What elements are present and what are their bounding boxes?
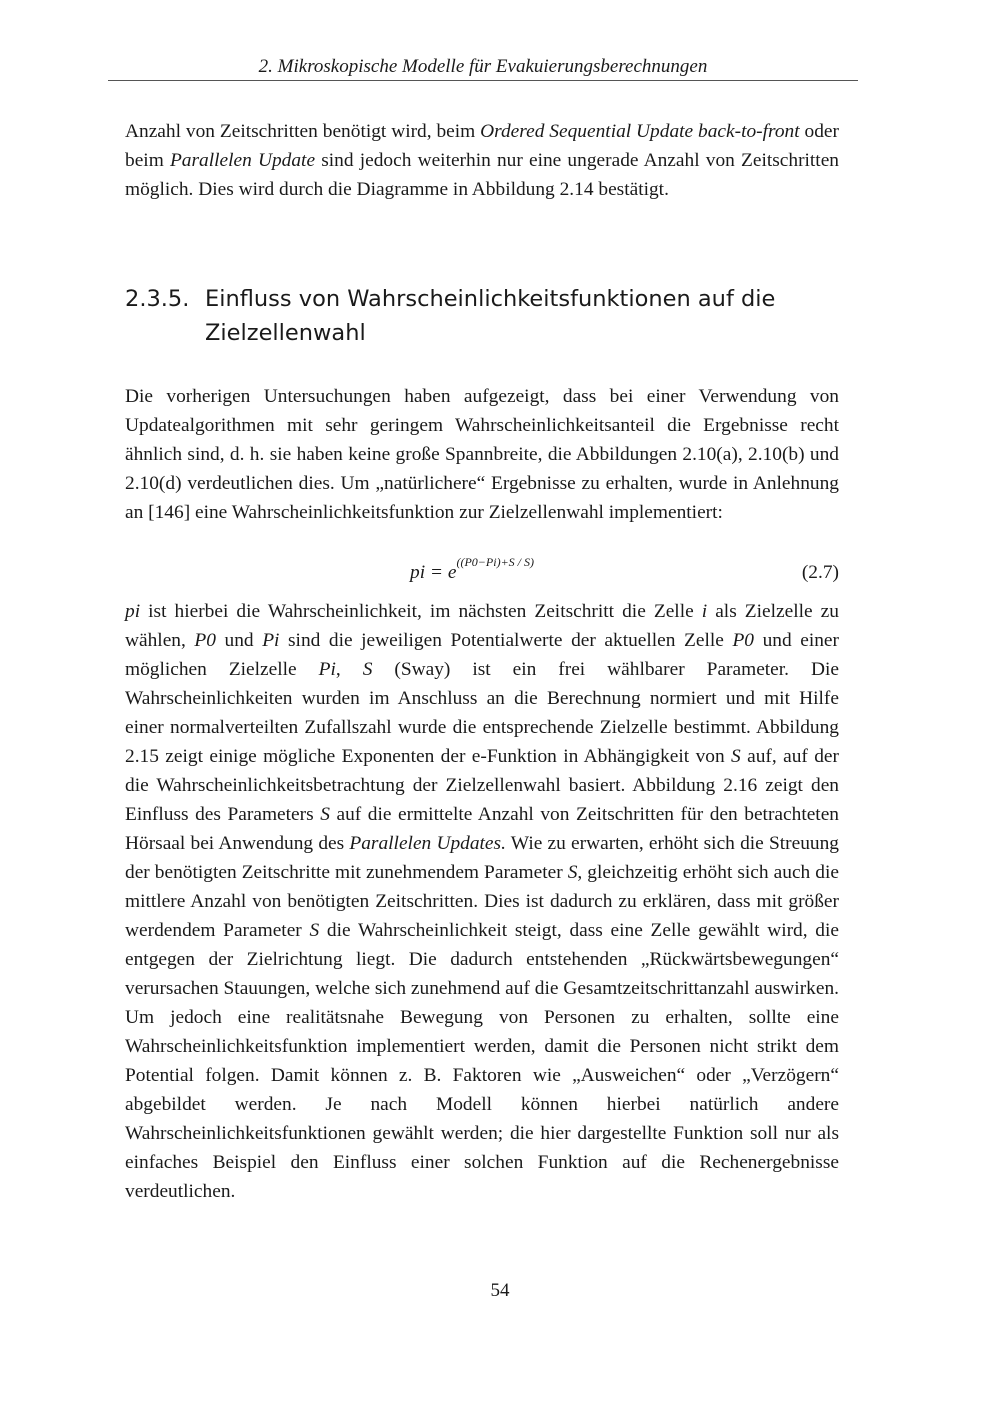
var-s: S [320, 804, 330, 825]
intro-italic-1: Ordered Sequential Update back-to-front [480, 121, 800, 142]
p2-text: und einer möglichen Zielzelle [125, 630, 839, 680]
intro-italic-2: Parallelen Update [169, 150, 316, 171]
equation-formula [410, 555, 534, 584]
p2-text: , gleichzeitig erhöht sich auch die mittlere Anzahl von benötigten Zeitschritten. Dies ist dadurch zu erklären, dass mit größer werdendem Parameter [125, 862, 839, 941]
var-s: S [362, 659, 373, 680]
intro-text-3: sind jedoch weiterhin nur eine ungerade Anzahl von Zeitschritten möglich. Dies wird durch die Diagramme in Abbildung 2.14 bestätigt. [125, 150, 839, 200]
p2-text: , [335, 659, 363, 680]
running-header: 2. Mikroskopische Modelle für Evakuierungsberechnungen [108, 56, 858, 81]
var-i: i [701, 601, 708, 622]
p2-text: sind die jeweiligen Potentialwerte der aktuellen Zelle [279, 630, 733, 651]
equation-number: (2.7) [801, 562, 839, 583]
equation-exponent: ((P0−Pi)+S / S) [456, 555, 534, 569]
var-pi-cap: Pi [262, 630, 280, 651]
page-number: 54 [490, 1280, 510, 1301]
var-pi-cap: Pi [318, 659, 336, 680]
equation-2-7 [125, 556, 839, 592]
intro-paragraph [125, 117, 839, 204]
paragraph-1: Die vorherigen Untersuchungen haben aufgezeigt, dass bei einer Verwendung von Updatealgorithmen mit sehr geringem Wahrscheinlichkeitsanteil die Ergebnisse recht ähnlich sind, d. h. sie haben keine große Spannbreite, die Abbildungen 2.10(a), 2.10(b) und 2.10(d) verdeutlichen dies. Um „natürlichere“ Ergebnisse zu erhalten, wurde in Anlehnung an [146] eine Wahrscheinlichkeitsfunktion zur Zielzellenwahl implementiert: [125, 386, 839, 523]
section-title: Einfluss von Wahrscheinlichkeitsfunktionen auf die Zielzellenwahl [205, 286, 776, 346]
var-p0: P0 [194, 630, 216, 651]
p2-text: und [215, 630, 263, 651]
intro-text-2: oder beim [125, 121, 839, 171]
section-number: 2.3.5. [125, 286, 190, 312]
p2-text: auf, auf der die Wahrscheinlichkeitsbetrachtung der Zielzellenwahl basiert. Abbildung 2.16 zeigt den Einfluss des Parameters [125, 746, 839, 825]
italic-parallel-updates: Parallelen Updates. [349, 833, 506, 854]
var-s: S [309, 920, 320, 941]
p2-text: ist hierbei die Wahrscheinlichkeit, im nächsten Zeitschritt die Zelle [140, 601, 702, 622]
p2-text: (Sway) ist ein frei wählbarer Parameter. Die Wahrscheinlichkeiten wurden im Anschluss an die Berechnung normiert und mit Hilfe einer normalverteilten Zufallszahl wurde die entsprechende Zielzelle bestimmt. Abbildung 2.15 zeigt einige mögliche Exponenten der e-Funktion in Abhängigkeit von [125, 659, 839, 767]
p2-text: auf die ermittelte Anzahl von Zeitschritten für den betrachteten Hörsaal bei Anwendung des [125, 804, 839, 854]
var-s: S [731, 746, 741, 767]
p2-text: als Zielzelle zu wählen, [125, 601, 839, 651]
equation-lhs: pi = e [410, 562, 457, 583]
p2-text: Wie zu erwarten, erhöht sich die Streuung der benötigten Zeitschritte mit zunehmendem Parameter [125, 833, 839, 883]
var-pi: pi [125, 601, 141, 622]
p2-text: die Wahrscheinlichkeit steigt, dass eine Zelle gewählt wird, die entgegen der Zielrichtung liegt. Die dadurch entstehenden „Rückwärtsbewegungen“ verursachen Stauungen, welche sich zunehmend auf die Gesamtzeitschrittanzahl auswirken. Um jedoch eine realitätsnahe Bewegung von Personen zu erhalten, sollte eine Wahrscheinlichkeitsfunktion implementiert werden, damit die Personen nicht strikt dem Potential folgen. Damit können z. B. Faktoren wie „Ausweichen“ oder „Verzögern“ abgebildet werden. Je nach Modell können hierbei natürlich andere Wahrscheinlichkeitsfunktionen gewählt werden; die hier dargestellte Funktion soll nur als einfaches Beispiel den Einfluss einer solchen Funktion auf die Rechenergebnisse verdeutlichen. [125, 920, 839, 1202]
intro-text-1: Anzahl von Zeitschritten benötigt wird, beim [125, 121, 481, 142]
var-p0: P0 [732, 630, 754, 651]
var-s: S [567, 862, 578, 883]
section-heading [125, 282, 839, 350]
paragraph-2 [125, 597, 839, 1206]
